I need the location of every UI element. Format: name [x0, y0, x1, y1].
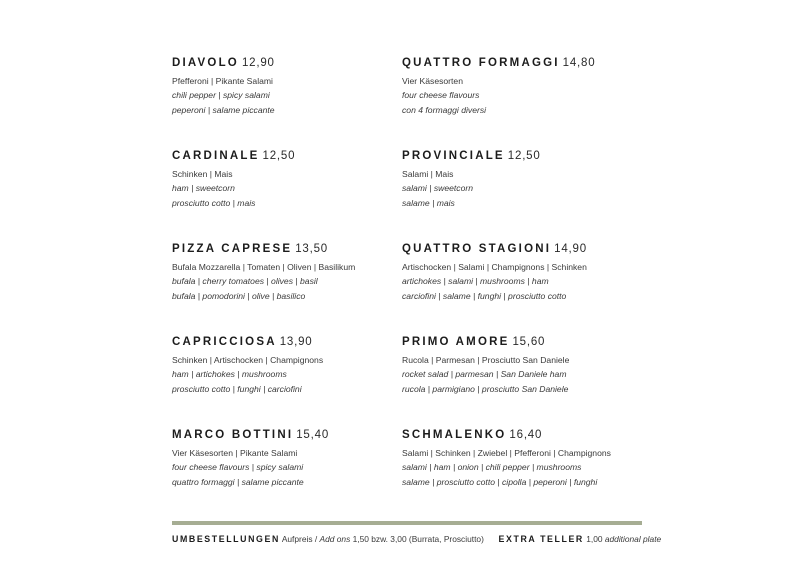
footer-divider — [172, 521, 642, 525]
item-name: PRIMO AMORE — [402, 336, 510, 348]
menu-item-pizza-caprese — [172, 242, 402, 335]
extra-teller-description: additional plate — [604, 534, 662, 544]
item-ingredients-en: ham | sweetcorn — [172, 183, 235, 194]
umbestellungen-surcharge-text: 1,50 bzw. 3,00 (Burrata, Prosciutto) — [352, 534, 484, 544]
item-heading — [402, 56, 642, 71]
item-ingredients-it: quattro formaggi | salame piccante — [172, 476, 304, 487]
pizza-menu — [172, 56, 642, 521]
item-name: CAPRICCIOSA — [172, 336, 277, 348]
item-name: QUATTRO STAGIONI — [402, 243, 552, 255]
item-ingredients-it: bufala | pomodorini | olive | basilico — [172, 290, 306, 301]
item-ingredients-de: Rucola | Parmesan | Prosciutto San Daniele — [402, 355, 570, 365]
item-heading — [172, 56, 402, 71]
item-name: CARDINALE — [172, 150, 260, 162]
umbestellungen-surcharge-en: Add ons — [319, 534, 351, 544]
item-heading — [172, 149, 402, 164]
item-heading — [172, 428, 402, 443]
item-ingredients-en: bufala | cherry tomatoes | olives | basil — [172, 276, 318, 287]
menu-item-quattro-formaggi — [402, 56, 642, 149]
item-name: PIZZA CAPRESE — [172, 243, 293, 255]
item-heading — [402, 335, 642, 350]
item-ingredients-de: Artischocken | Salami | Champignons | Schinken — [402, 262, 587, 272]
menu-item-cardinale — [172, 149, 402, 242]
item-price: 12,90 — [241, 57, 275, 69]
menu-item-provinciale — [402, 149, 642, 242]
item-heading — [172, 242, 402, 257]
item-price: 12,50 — [507, 150, 541, 162]
item-ingredients-de: Schinken | Mais — [172, 169, 233, 179]
item-name: SCHMALENKO — [402, 429, 507, 441]
item-ingredients-it: prosciutto cotto | funghi | carciofini — [172, 383, 302, 394]
item-ingredients-de: Bufala Mozzarella | Tomaten | Oliven | Basilikum — [172, 262, 356, 272]
item-price: 13,90 — [279, 336, 313, 348]
menu-item-diavolo — [172, 56, 402, 149]
item-ingredients-it: salame | prosciutto cotto | cipolla | peperoni | funghi — [402, 476, 598, 487]
item-ingredients-en: salami | ham | onion | chili pepper | mushrooms — [402, 462, 582, 473]
item-ingredients-de: Schinken | Artischocken | Champignons — [172, 355, 324, 365]
item-ingredients-en: ham | artichokes | mushrooms — [172, 369, 287, 380]
menu-item-primo-amore — [402, 335, 642, 428]
item-ingredients-it: salame | mais — [402, 197, 455, 208]
item-ingredients-de: Salami | Schinken | Zwiebel | Pfefferoni | Champignons — [402, 448, 611, 458]
item-name: DIAVOLO — [172, 57, 239, 69]
item-price: 15,40 — [296, 429, 330, 441]
item-price: 14,90 — [554, 243, 587, 255]
item-ingredients-it: carciofini | salame | funghi | prosciutto cotto — [402, 290, 567, 301]
menu-footer — [172, 533, 661, 545]
item-heading — [402, 149, 642, 164]
item-ingredients-en: four cheese flavours | spicy salami — [172, 462, 304, 473]
menu-item-marco-bottini — [172, 428, 402, 521]
item-price: 14,80 — [562, 57, 596, 69]
item-ingredients-de: Salami | Mais — [402, 169, 454, 179]
item-ingredients-en: chili pepper | spicy salami — [172, 90, 270, 101]
item-name: PROVINCIALE — [402, 150, 505, 162]
menu-item-schmalenko — [402, 428, 642, 521]
menu-item-capricciosa — [172, 335, 402, 428]
extra-teller-price: 1,00 — [586, 534, 603, 544]
item-ingredients-en: four cheese flavours — [402, 90, 480, 101]
item-ingredients-de: Vier Käsesorten | Pikante Salami — [172, 448, 298, 458]
item-price: 13,50 — [295, 243, 328, 255]
item-price: 16,40 — [509, 429, 543, 441]
menu-item-quattro-stagioni — [402, 242, 642, 335]
item-ingredients-it: rucola | parmigiano | prosciutto San Daniele — [402, 383, 569, 394]
item-ingredients-it: peperoni | salame piccante — [172, 104, 275, 115]
item-ingredients-en: artichokes | salami | mushrooms | ham — [402, 276, 549, 287]
item-price: 15,60 — [512, 336, 546, 348]
umbestellungen-surcharge-de: Aufpreis / — [281, 534, 318, 544]
item-ingredients-en: rocket salad | parmesan | San Daniele ham — [402, 369, 567, 380]
extra-teller-label: EXTRA TELLER — [498, 534, 584, 544]
item-name: MARCO BOTTINI — [172, 429, 294, 441]
umbestellungen-label: UMBESTELLUNGEN — [172, 534, 280, 544]
pizza-grid — [172, 56, 642, 521]
item-ingredients-de: Vier Käsesorten — [402, 76, 463, 86]
item-ingredients-it: prosciutto cotto | mais — [172, 197, 256, 208]
item-heading — [172, 335, 402, 350]
item-heading — [402, 242, 642, 257]
item-price: 12,50 — [262, 150, 296, 162]
item-ingredients-de: Pfefferoni | Pikante Salami — [172, 76, 273, 86]
item-ingredients-it: con 4 formaggi diversi — [402, 104, 487, 115]
item-name: QUATTRO FORMAGGI — [402, 57, 560, 69]
item-ingredients-en: salami | sweetcorn — [402, 183, 474, 194]
item-heading — [402, 428, 642, 443]
